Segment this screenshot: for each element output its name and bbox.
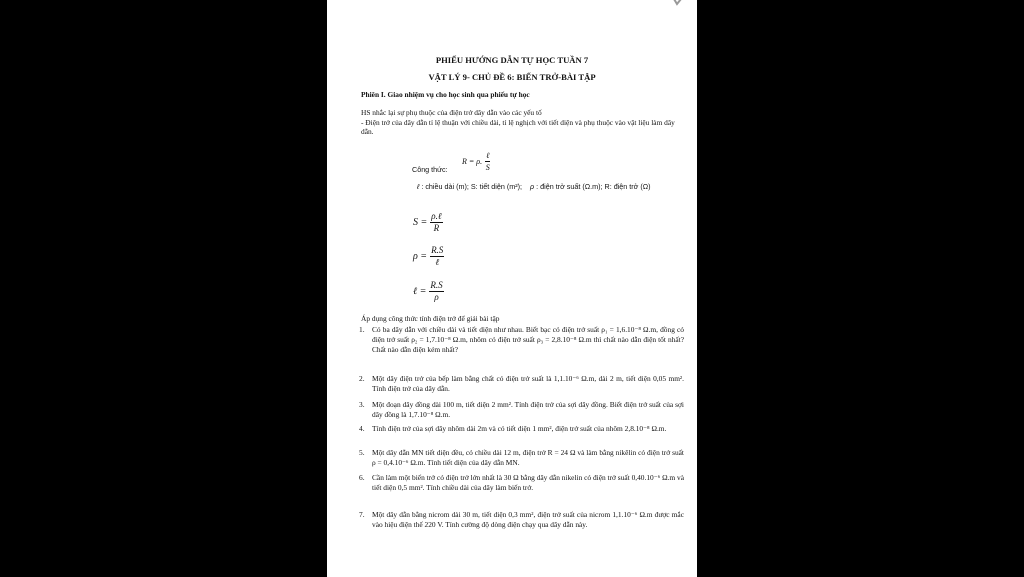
formula-l-den: ρ <box>434 292 439 302</box>
exercise-number: 2. <box>359 374 365 383</box>
exercise-number: 1. <box>359 325 365 334</box>
formula-length <box>413 280 444 303</box>
exercise-item <box>359 400 684 420</box>
exercise-item <box>359 510 684 530</box>
section-heading: Phiên I. Giao nhiệm vụ cho học sinh qua phiếu tự học <box>361 90 530 99</box>
exercise-item <box>359 473 684 493</box>
partial-page-icon <box>669 0 687 6</box>
formula-resistance <box>462 150 490 173</box>
formula-cross-section <box>413 211 443 234</box>
exercise-text: Một dây dẫn bằng nicrom dài 30 m, tiết diện 0,3 mm², điện trở suất của nicrom 1,1.10⁻⁶ Ω.m được mắc vào hiệu điện thế 220 V. Tính cường độ dòng điện chạy qua dây dẫn này. <box>372 510 684 529</box>
exercise-text: Có ba dây dẫn với chiều dài và tiết diện như nhau. Biết bạc có điện trở suất ρ₁ = 1,6.10⁻⁸ Ω.m, đồng có điện trở suất ρ₂ = 1,7.10⁻⁸ Ω.m, nhôm có điện trở suất ρ₃ = 2,8.10⁻⁸ Ω.m thì chất nào dẫn điện tốt nhất? Chất nào dẫn điện kém nhất? <box>372 325 684 354</box>
exercise-item <box>359 374 684 394</box>
formula-s-num: ρ.ℓ <box>431 211 442 221</box>
formula-rho-num: R.S <box>431 245 444 255</box>
exercise-text: Một dây điện trở của bếp làm bằng chất có điện trở suất là 1,1.10⁻⁶ Ω.m, dài 2 m, tiết diện 0,05 mm². Tính điện trở của dây dẫn. <box>372 374 684 393</box>
formula-den: S <box>485 163 490 172</box>
formula-s-lhs: S = <box>413 217 428 228</box>
exercise-item <box>359 448 684 468</box>
formula-num: ℓ <box>486 151 490 160</box>
formula-legend <box>412 182 687 191</box>
exercise-text: Tính điện trở của sợi dây nhôm dài 2m và có tiết diện 1 mm², điện trở suất của nhôm 2,8.10⁻⁸ Ω.m. <box>372 424 667 433</box>
exercise-number: 3. <box>359 400 365 409</box>
formula-rho-lhs: ρ = <box>413 251 428 262</box>
formula-lhs: R = ρ. <box>462 157 483 166</box>
intro-line: HS nhắc lại sự phụ thuộc của điện trở dây dẫn vào các yếu tố <box>361 108 542 117</box>
exercise-number: 6. <box>359 473 365 482</box>
legend-text: : chiều dài (m); S: tiết diện (m²); <box>421 182 522 191</box>
doc-title: PHIẾU HƯỚNG DẪN TỰ HỌC TUẦN 7 <box>435 55 589 65</box>
exercise-text: Cần làm một biến trở có điện trở lớn nhất là 30 Ω bằng dây dẫn nikelin có điện trở suất 0,40.10⁻⁶ Ω.m và tiết diện 0,5 mm². Tính chiều dài của dây làm biến trở. <box>372 473 684 492</box>
exercise-number: 5. <box>359 448 365 457</box>
legend-l-symbol: ℓ <box>417 182 420 191</box>
legend-text-2: : điện trở suất (Ω.m); R: điện trở (Ω) <box>536 182 651 191</box>
exercise-item <box>359 424 684 434</box>
formula-l-num: R.S <box>430 280 443 290</box>
exercise-text: Một đoạn dây đồng dài 100 m, tiết diện 2 mm². Tính điện trở của sợi dây đồng. Biết điện trở suất của sợi dây đồng là 1,7.10⁻⁸ Ω.m. <box>372 400 684 419</box>
formula-label: Công thức: <box>412 165 448 174</box>
formula-l-lhs: ℓ = <box>413 286 427 297</box>
formula-rho-den: ℓ <box>435 257 440 267</box>
apply-heading: Áp dụng công thức tính điện trở để giải bài tập <box>361 314 500 323</box>
exercise-text: Một dây dẫn MN tiết diện đều, có chiều dài 12 m, điện trở R = 24 Ω và làm bằng nikêlin có điện trở suất ρ = 0,4.10⁻⁶ Ω.m. Tính tiết diện của dây dẫn MN. <box>372 448 684 467</box>
exercise-item <box>359 325 684 354</box>
exercise-number: 7. <box>359 510 365 519</box>
doc-subtitle: VẬT LÝ 9- CHỦ ĐỀ 6: BIẾN TRỞ-BÀI TẬP <box>428 72 596 82</box>
formula-s-den: R <box>433 223 440 233</box>
formula-resistivity <box>413 245 444 268</box>
intro-paragraph: - Điện trở của dây dẫn tỉ lệ thuận với chiều dài, tỉ lệ nghịch với tiết diện và phụ thuộc vào vật liệu làm dây dẫn. <box>361 118 675 137</box>
document-page <box>327 0 697 577</box>
exercise-number: 4. <box>359 424 365 433</box>
legend-rho-symbol: ρ <box>529 182 535 191</box>
